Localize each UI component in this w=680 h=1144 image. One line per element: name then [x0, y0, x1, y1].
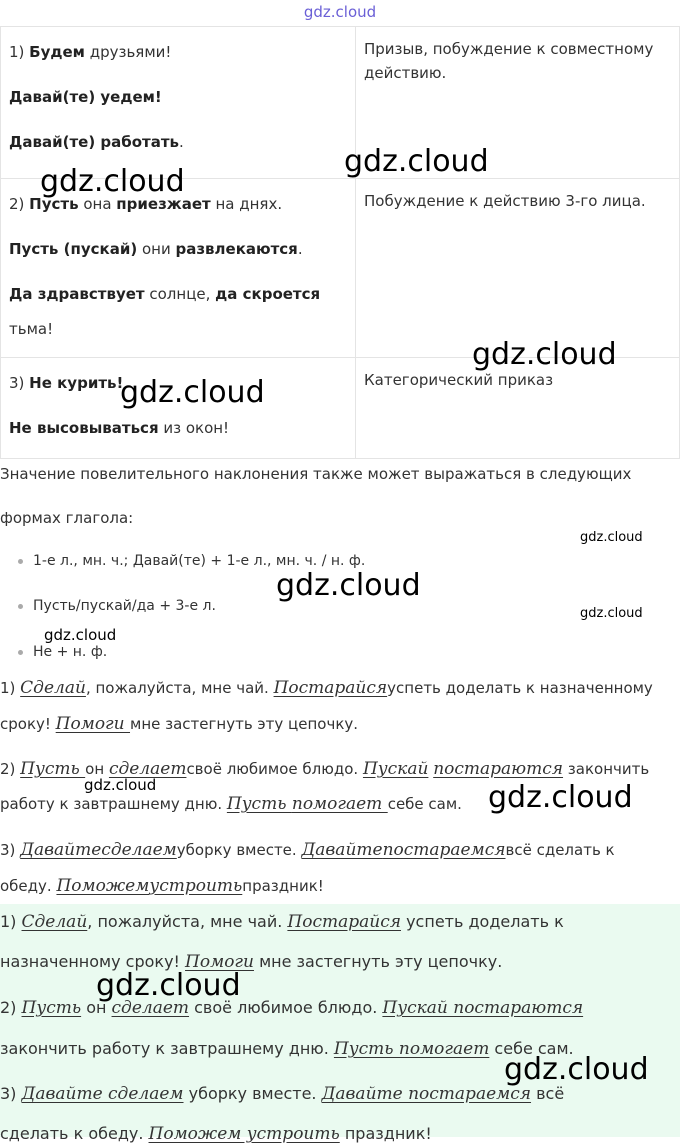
meaning-cell: Призыв, побуждение к совместному действию. — [356, 27, 680, 179]
table-row — [1, 179, 680, 358]
list-item: Пусть/пускай/да + 3-е л. — [18, 598, 216, 614]
exercise-line: обеду. Поможемустроитьпраздник! — [0, 876, 324, 896]
watermark: gdz.cloud — [44, 626, 117, 644]
watermark: gdz.cloud — [276, 568, 421, 603]
exercise-line: 3) Давайтесделаемуборку вместе. Давайтепостараемсявсё сделать к — [0, 840, 615, 860]
exercise-line: 2) Пусть он сделаетсвоё любимое блюдо. Пускай постараются закончить — [0, 759, 650, 779]
exercise-line: сроку! Помоги мне застегнуть эту цепочку. — [0, 714, 359, 734]
table-row — [1, 27, 680, 179]
answer-line: сделать к обеду. Поможем устроить праздник! — [0, 1124, 432, 1144]
intro-paragraph: Значение повелительного наклонения также может выражаться в следующих формах глагола: — [0, 465, 632, 527]
list-item: 1-е л., мн. ч.; Давай(те) + 1-е л., мн. ч. / н. ф. — [18, 553, 365, 569]
site-header — [0, 0, 680, 24]
imperative-table — [0, 26, 680, 459]
example-cell: 2) Пусть она приезжает на днях. Пусть (пускай) они развлекаются. Да здравствует солнце, да скроется тьма! — [1, 179, 356, 358]
answer-line: закончить работу к завтрашнему дню. Пусть помогает себе сам. — [0, 1039, 574, 1059]
answer-line: 2) Пусть он сделает своё любимое блюдо. Пускай постараются — [0, 998, 584, 1018]
watermark: gdz.cloud — [580, 606, 643, 621]
list-item: Не + н. ф. — [18, 644, 107, 660]
exercise-line: 1) Сделай, пожалуйста, мне чай. Постарайсяуспеть доделать к назначенному — [0, 678, 653, 698]
watermark: gdz.cloud — [40, 164, 185, 199]
meaning-cell: Побуждение к действию 3-го лица. — [356, 179, 680, 358]
watermark: gdz.cloud — [488, 780, 633, 815]
watermark: gdz.cloud — [472, 337, 617, 372]
exercise-line: работу к завтрашнему дню. Пусть помогает себе сам. — [0, 794, 462, 814]
answer-line: 3) Давайте сделаем уборку вместе. Давайте постараемся всё — [0, 1084, 565, 1104]
watermark: gdz.cloud — [84, 776, 157, 794]
site-link[interactable]: gdz.cloud — [303, 3, 377, 21]
watermark: gdz.cloud — [120, 375, 265, 410]
example-cell: 3) Не курить! Не высовываться из окон! — [1, 358, 356, 459]
meaning-cell: Категорический приказ — [356, 358, 680, 459]
answer-line: назначенному сроку! Помоги мне застегнуть эту цепочку. — [0, 952, 503, 972]
watermark: gdz.cloud — [580, 530, 643, 545]
watermark: gdz.cloud — [96, 968, 241, 1003]
example-cell: 1) Будем друзьями! Давай(те) уедем! Давай(те) работать. — [1, 27, 356, 179]
table-row — [1, 358, 680, 459]
answer-line: 1) Сделай, пожалуйста, мне чай. Постарайся успеть доделать к — [0, 912, 564, 932]
watermark: gdz.cloud — [344, 144, 489, 179]
watermark: gdz.cloud — [504, 1052, 649, 1087]
